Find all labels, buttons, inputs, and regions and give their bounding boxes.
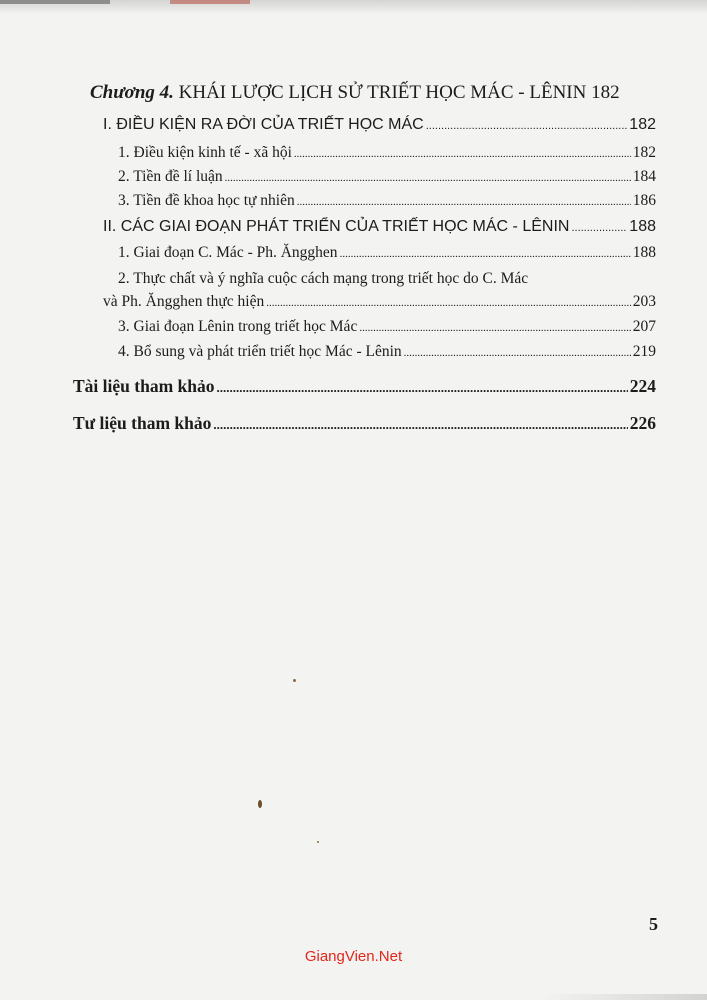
toc-page-number: 182 <box>632 144 656 161</box>
dot-leader <box>426 120 628 132</box>
toc-item-label: 2. Tiền đề lí luận <box>118 168 223 185</box>
toc-reference <box>73 413 656 434</box>
scan-edge-mark <box>0 0 110 4</box>
scan-edge-shadow <box>540 994 707 1000</box>
scan-speck <box>293 679 296 682</box>
toc-item-label: 1. Điều kiện kinh tế - xã hội <box>118 144 292 161</box>
toc-page-number: 186 <box>632 192 656 209</box>
toc-item <box>118 343 656 361</box>
dot-leader <box>294 148 631 160</box>
chapter-prefix: Chương 4. <box>90 82 174 103</box>
chapter-title: KHÁI LƯỢC LỊCH SỬ TRIẾT HỌC MÁC - LÊNIN <box>178 82 587 103</box>
dot-leader <box>225 172 631 184</box>
page-number: 5 <box>649 914 658 934</box>
scan-edge-mark <box>170 0 250 4</box>
toc-item <box>118 144 656 162</box>
toc-page-number: 224 <box>629 376 656 396</box>
toc-section <box>103 116 656 134</box>
dot-leader <box>297 196 631 208</box>
toc-item-label: và Ph. Ăngghen thực hiện <box>103 293 265 310</box>
toc-reference-label: Tư liệu tham khảo <box>73 413 212 433</box>
dot-leader <box>404 347 631 359</box>
toc-section-title: II. CÁC GIAI ĐOẠN PHÁT TRIỂN CỦA TRIẾT HỌC MÁC - LÊNIN <box>103 218 570 235</box>
scan-speck <box>317 841 319 843</box>
toc-section <box>103 218 656 236</box>
dot-leader <box>213 417 627 433</box>
toc-page-number: 182 <box>629 116 656 133</box>
toc-item-label-line1: 2. Thực chất và ý nghĩa cuộc cách mạng trong triết học do C. Mác <box>118 270 529 287</box>
watermark-text: GiangVien.Net <box>304 948 403 965</box>
chapter-page: 182 <box>591 82 620 103</box>
toc-item-label: 4. Bổ sung và phát triển triết học Mác - Lênin <box>118 343 402 360</box>
toc-page-number: 226 <box>629 413 656 433</box>
chapter-heading <box>90 82 620 104</box>
toc-item <box>118 244 656 262</box>
toc-item <box>103 293 656 311</box>
toc-item <box>118 318 656 336</box>
toc-item <box>118 168 656 186</box>
toc-item-label: 1. Giai đoạn C. Mác - Ph. Ăngghen <box>118 244 338 261</box>
toc-page-number: 219 <box>632 343 656 360</box>
toc-item-label: 3. Tiền đề khoa học tự nhiên <box>118 192 295 209</box>
scan-speck <box>258 800 262 808</box>
toc-page-number: 207 <box>632 318 656 335</box>
dot-leader <box>340 248 631 260</box>
dot-leader <box>217 380 628 396</box>
toc-reference-label: Tài liệu tham khảo <box>73 376 215 396</box>
toc-item <box>118 192 656 210</box>
toc-page-number: 188 <box>629 218 656 235</box>
toc-page-number: 203 <box>632 293 656 310</box>
toc-page-number: 184 <box>632 168 656 185</box>
toc-reference <box>73 376 656 397</box>
dot-leader <box>571 222 627 234</box>
dot-leader <box>359 322 630 334</box>
toc-item-label: 3. Giai đoạn Lênin trong triết học Mác <box>118 318 358 335</box>
dot-leader <box>266 297 631 309</box>
toc-page-number: 188 <box>632 244 656 261</box>
toc-section-title: I. ĐIỀU KIỆN RA ĐỜI CỦA TRIẾT HỌC MÁC <box>103 116 424 133</box>
